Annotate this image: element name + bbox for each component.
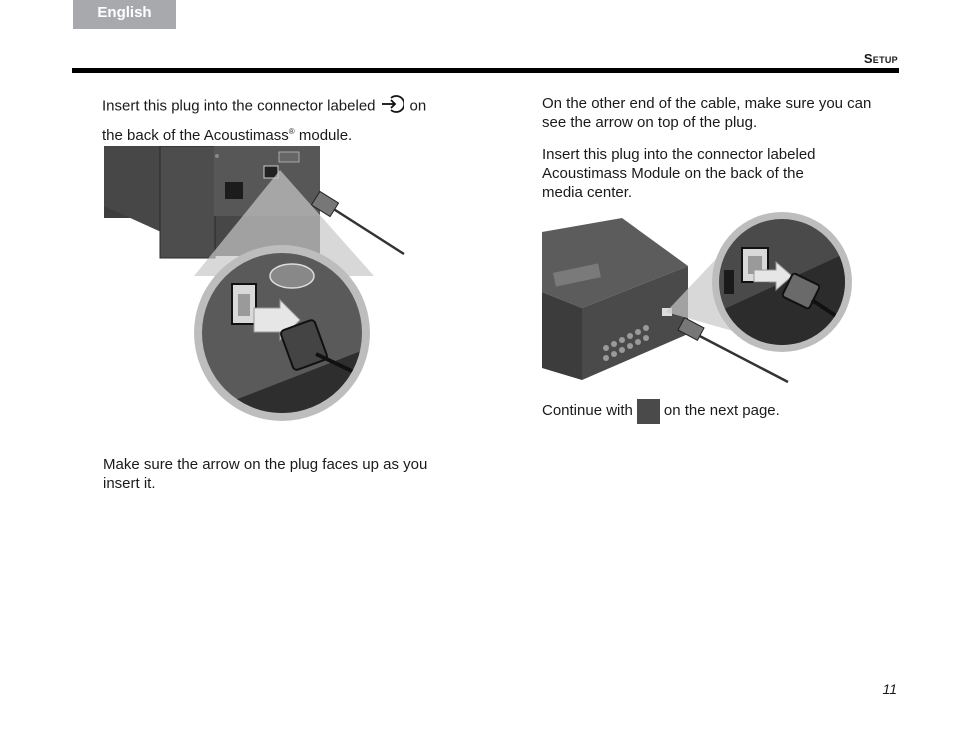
language-tab[interactable]: English [73, 0, 176, 29]
next-step-block-icon [637, 399, 660, 424]
left-instruction [102, 95, 462, 145]
right-para-2 [542, 145, 902, 202]
left-instruction-line2: the back of the Acoustimass [102, 127, 289, 144]
continue-prefix: Continue with [542, 402, 633, 419]
left-note-line2: insert it. [103, 475, 156, 492]
section-title: Setup [863, 51, 898, 66]
left-instruction-part1: Insert this plug into the connector labeled [102, 97, 376, 115]
right-para-1-line1: On the other end of the cable, make sure you can [542, 95, 872, 112]
media-center-connector-illustration [542, 212, 852, 384]
page-number: 11 [882, 681, 897, 697]
left-note [103, 455, 463, 493]
left-instruction-line2-suffix: module. [294, 127, 353, 144]
continue-line [542, 398, 902, 424]
right-para-2-line2: Acoustimass Module on the back of the [542, 165, 804, 182]
right-para-1 [542, 94, 902, 132]
left-note-line1: Make sure the arrow on the plug faces up as you [103, 456, 428, 473]
section-rule [72, 68, 899, 73]
right-para-2-line3: media center. [542, 184, 633, 201]
right-para-2-line1: Insert this plug into the connector labeled [542, 146, 816, 163]
input-arrow-circle-icon [382, 95, 404, 118]
trademark-symbol: ® [288, 127, 295, 136]
continue-suffix: on the next page. [663, 402, 780, 419]
left-instruction-part2: on [409, 97, 427, 115]
acoustimass-connector-illustration [104, 146, 406, 422]
right-para-1-line2: see the arrow on top of the plug. [542, 114, 758, 131]
